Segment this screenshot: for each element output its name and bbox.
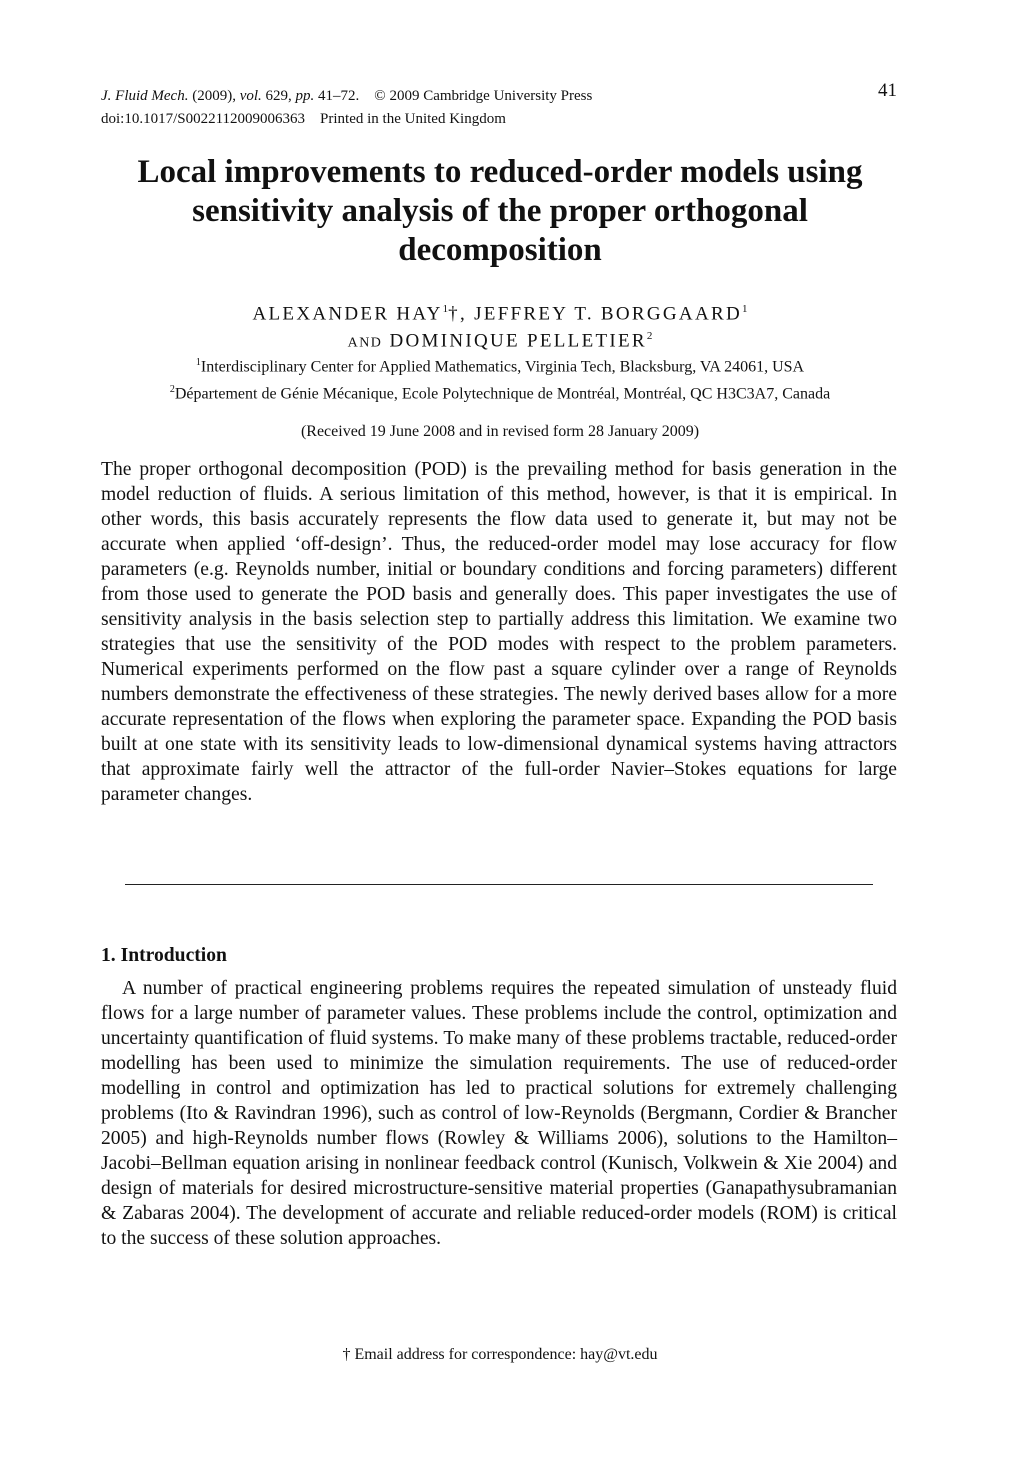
abstract-divider xyxy=(125,884,873,885)
intro-paragraph: A number of practical engineering problems requires the repeated simulation of unsteady fluid flows for a large number of parameter values. These problems include the control, optimization and uncertainty quantification of fluid systems. To make many of these problems tractable, reduced-order modelling has been used to minimize the simulation requirements. The use of reduced-order modelling in control and optimization has led to practical solutions for extremely challenging problems (Ito & Ravindran 1996), such as control of low-Reynolds (Bergmann, Cordier & Brancher 2005) and high-Reynolds number flows (Rowley & Williams 2006), solutions to the Hamilton–Jacobi–Bellman equation arising in nonlinear feedback control (Kunisch, Volkwein & Xie 2004) and design of materials for desired microstructure-sensitive material properties (Ganapathysubramanian & Zabaras 2004). The development of accurate and reliable reduced-order models (ROM) is critical to the success of these solution approaches. xyxy=(101,978,897,1249)
page-number: 41 xyxy=(878,80,897,101)
doi-line xyxy=(101,108,592,131)
affil-2-text: Département de Génie Mécanique, Ecole Polytechnique de Montréal, Montréal, QC H3C3A7, Canada xyxy=(174,385,831,403)
journal-name: J. Fluid Mech. xyxy=(101,88,189,104)
copyright: © 2009 Cambridge University Press xyxy=(374,88,593,104)
author-3: DOMINIQUE PELLETIER xyxy=(389,330,647,352)
running-header xyxy=(101,85,592,131)
author-list xyxy=(100,298,900,355)
volume: 629, xyxy=(265,88,292,104)
section-heading: 1. Introduction xyxy=(101,945,227,966)
author-1-affil: 1 xyxy=(442,303,449,315)
affiliation-1 xyxy=(90,357,910,376)
citation-line xyxy=(101,85,592,108)
doi: doi:10.1017/S0022112009006363 xyxy=(101,111,306,127)
paper-title: Local improvements to reduced-order models using sensitivity analysis of the proper orthogonal decomposition xyxy=(137,154,863,268)
author-3-affil: 2 xyxy=(646,330,653,343)
year: (2009), xyxy=(192,88,236,104)
author-2-affil: 1 xyxy=(741,303,748,315)
affil-2-sup: 2 xyxy=(169,384,175,395)
and-word: AND xyxy=(347,335,383,351)
footnote: † Email address for correspondence: hay@vt.edu xyxy=(342,1346,658,1363)
author-2: JEFFREY T. BORGGAARD xyxy=(474,303,742,325)
author-1: ALEXANDER HAY xyxy=(252,303,443,325)
abstract: The proper orthogonal decomposition (POD) is the prevailing method for basis generation in the model reduction of fluids. A serious limitation of this method, however, is that it is empirical. In other words, this basis accurately represents the flow data used to generate it, but may not be accurate when applied ‘off-design’. Thus, the reduced-order model may lose accuracy for flow parameters (e.g. Reynolds number, initial or boundary conditions and forcing parameters) different from those used to generate the POD basis and generally does. This paper investigates the use of sensitivity analysis in the basis selection step to partially address this limitation. We examine two strategies that use the sensitivity of the POD modes with respect to the problem parameters. Numerical experiments performed on the flow past a square cylinder over a range of Reynolds numbers demonstrate the effectiveness of these strategies. The newly derived bases allow for a more accurate representation of the flows when exploring the parameter space. Expanding the POD basis built at one state with its sensitivity leads to low-dimensional dynamical systems having attractors that approximate fairly well the attractor of the full-order Navier–Stokes equations for large parameter changes. xyxy=(101,459,897,805)
printed-in: Printed in the United Kingdom xyxy=(320,111,506,127)
author-1-mark: †, xyxy=(448,303,468,325)
pages: 41–72. xyxy=(318,88,360,104)
vol-label: vol. xyxy=(239,88,262,104)
affiliation-2 xyxy=(90,384,910,403)
pp-label: pp. xyxy=(295,88,315,104)
affil-1-sup: 1 xyxy=(195,357,201,368)
received-dates: (Received 19 June 2008 and in revised form 28 January 2009) xyxy=(300,423,700,440)
affil-1-text: Interdisciplinary Center for Applied Mathematics, Virginia Tech, Blacksburg, VA 24061, USA xyxy=(200,358,805,376)
